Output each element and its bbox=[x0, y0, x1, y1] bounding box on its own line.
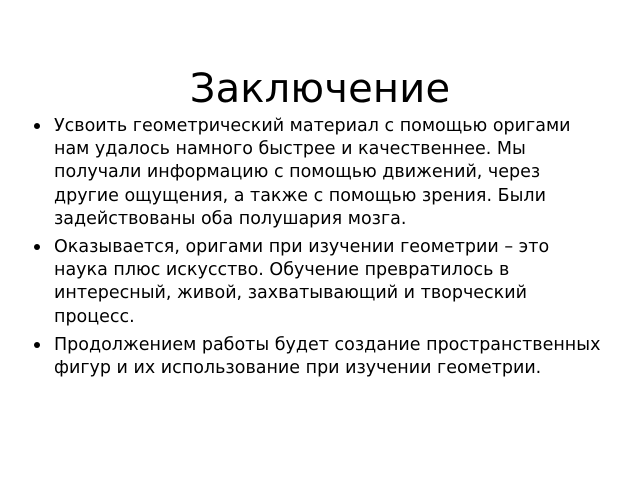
bullet-dot-icon bbox=[34, 342, 40, 348]
bullet-text: Продолжением работы будет создание пространственных фигур и их использование при изучении геометрии. bbox=[54, 334, 601, 379]
bullet-item bbox=[34, 236, 604, 329]
bullet-dot-icon bbox=[34, 123, 40, 129]
bullet-item bbox=[34, 334, 604, 380]
bullet-text: Оказывается, оригами при изучении геометрии – это наука плюс искусство. Обучение превратилось в интересный, живой, захватывающий и творческий процесс. bbox=[54, 237, 550, 327]
slide-title: Заключение bbox=[189, 65, 451, 112]
bullet-dot-icon bbox=[34, 244, 40, 250]
bullet-list bbox=[34, 115, 604, 385]
bullet-item bbox=[34, 115, 604, 231]
bullet-text: Усвоить геометрический материал с помощью оригами нам удалось намного быстрее и качественнее. Мы получали информацию с помощью движений, через другие ощущения, а также с помощью зрения. Были задействованы оба полушария мозга. bbox=[54, 116, 571, 229]
